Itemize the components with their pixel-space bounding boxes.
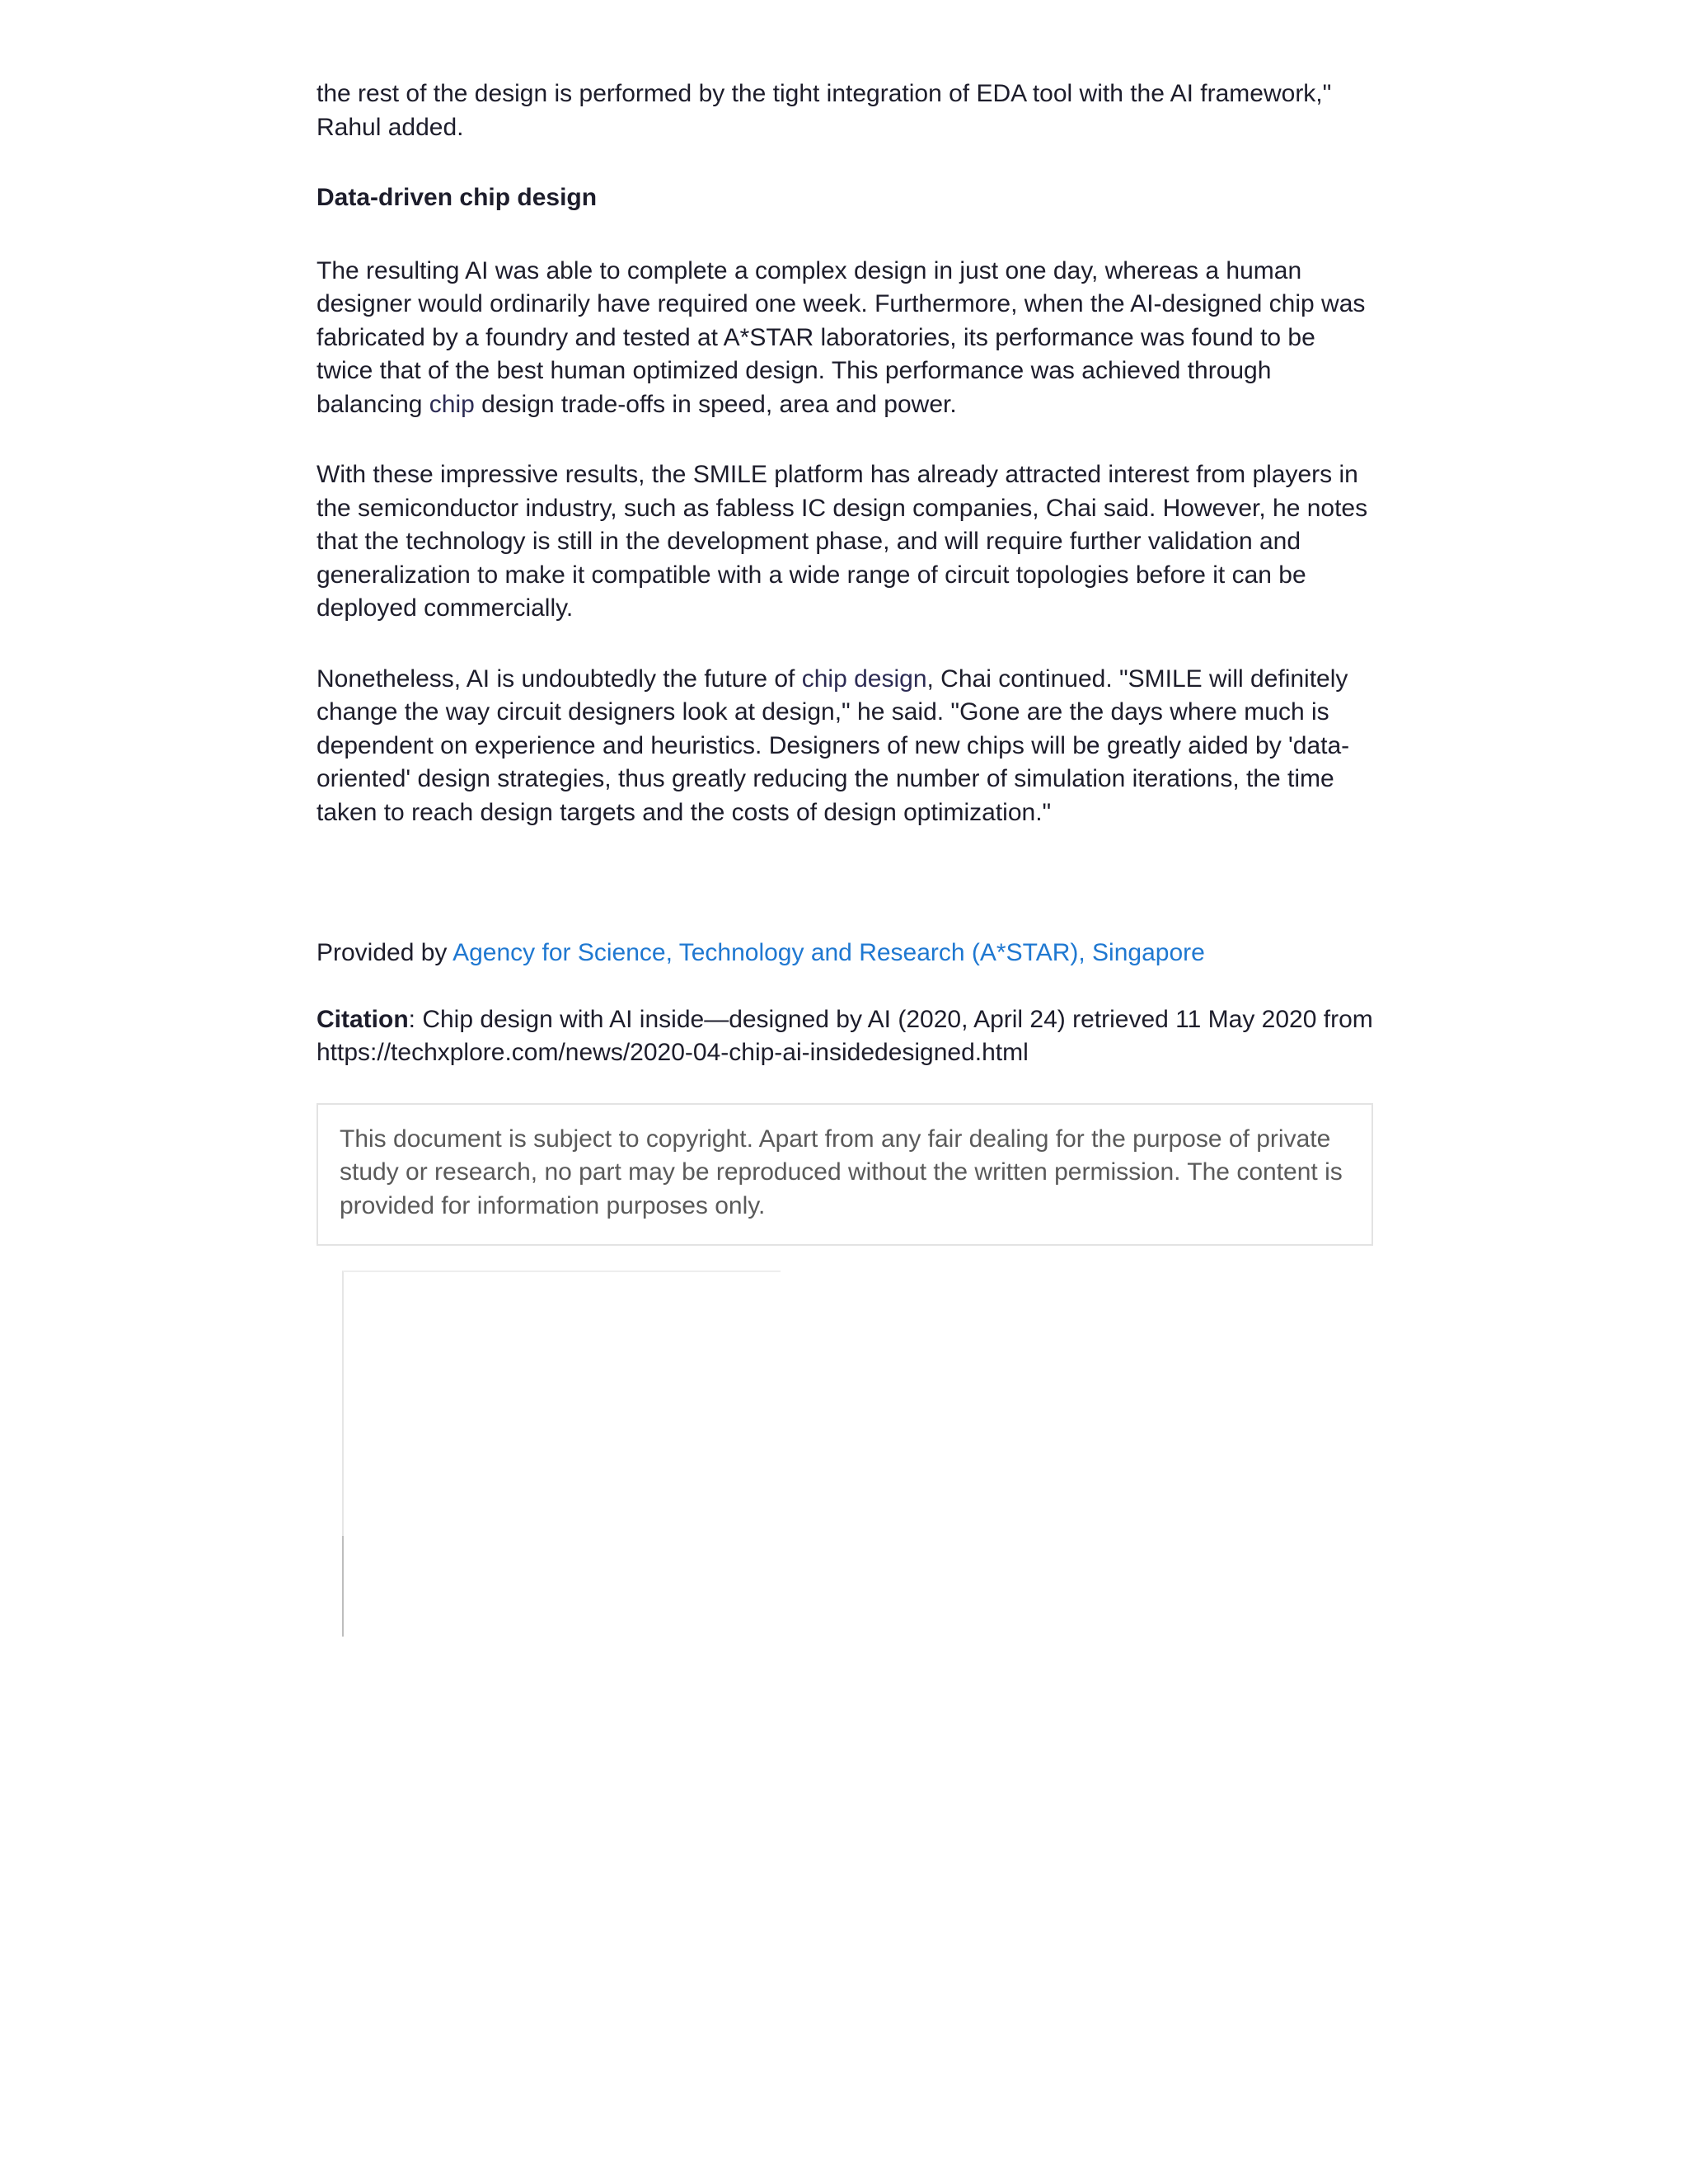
intro-paragraph: the rest of the design is performed by the tight integration of EDA tool with the AI framework," Rahul added. [316, 80, 1332, 141]
embedded-frame-placeholder [342, 1270, 781, 1637]
chip-design-link[interactable]: chip design [801, 665, 927, 693]
chip-link[interactable]: chip [429, 390, 475, 418]
frame-edge-divider [342, 1536, 344, 1637]
provider-link[interactable]: Agency for Science, Technology and Research (A*STAR), Singapore [452, 939, 1205, 966]
copyright-notice: This document is subject to copyright. Apart from any fair dealing for the purpose of private study or research, no part may be reproduced without the written permission. The content is provided for information purposes only. [316, 1103, 1373, 1247]
paragraph-results-text-a: The resulting AI was able to complete a complex design in just one day, whereas a human designer would ordinarily have required one week. Furthermore, when the AI-designed chip was fabricated by a foundry and tested at A*STAR laboratories, its performance was found to be twice that of the best human optimized design. This performance was achieved through balancing [316, 256, 1366, 418]
article-body [316, 77, 1373, 1246]
paragraph-future-text-a: Nonetheless, AI is undoubtedly the future of [316, 665, 802, 693]
provided-by-line [316, 937, 1373, 970]
citation-text: : Chip design with AI inside—designed by AI (2020, April 24) retrieved 11 May 2020 from https://techxplore.com/news/2020-04-chip-ai-insidedesigned.html [316, 1005, 1373, 1066]
citation-block [316, 1003, 1373, 1070]
paragraph-results-text-b: design trade-offs in speed, area and power. [474, 390, 957, 418]
paragraph-future [316, 663, 1373, 830]
section-heading: Data-driven chip design [316, 184, 598, 211]
paragraph-industry: With these impressive results, the SMILE platform has already attracted interest from players in the semiconductor industry, such as fabless IC design companies, Chai said. However, he notes that the technology is still in the development phase, and will require further validation and generalization to make it compatible with a wide range of circuit topologies before it can be deployed commercially. [316, 461, 1368, 622]
paragraph-future-text-b: , Chai continued. "SMILE will definitely change the way circuit designers look at design," he said. "Gone are the days where much is dependent on experience and heuristics. Designers of new chips will be greatly aided by 'data-oriented' design strategies, thus greatly reducing the number of simulation iterations, the time taken to reach design targets and the costs of design optimization." [316, 665, 1350, 826]
provided-by-prefix: Provided by [316, 939, 453, 966]
paragraph-results [316, 255, 1373, 422]
citation-label: Citation [316, 1005, 409, 1033]
